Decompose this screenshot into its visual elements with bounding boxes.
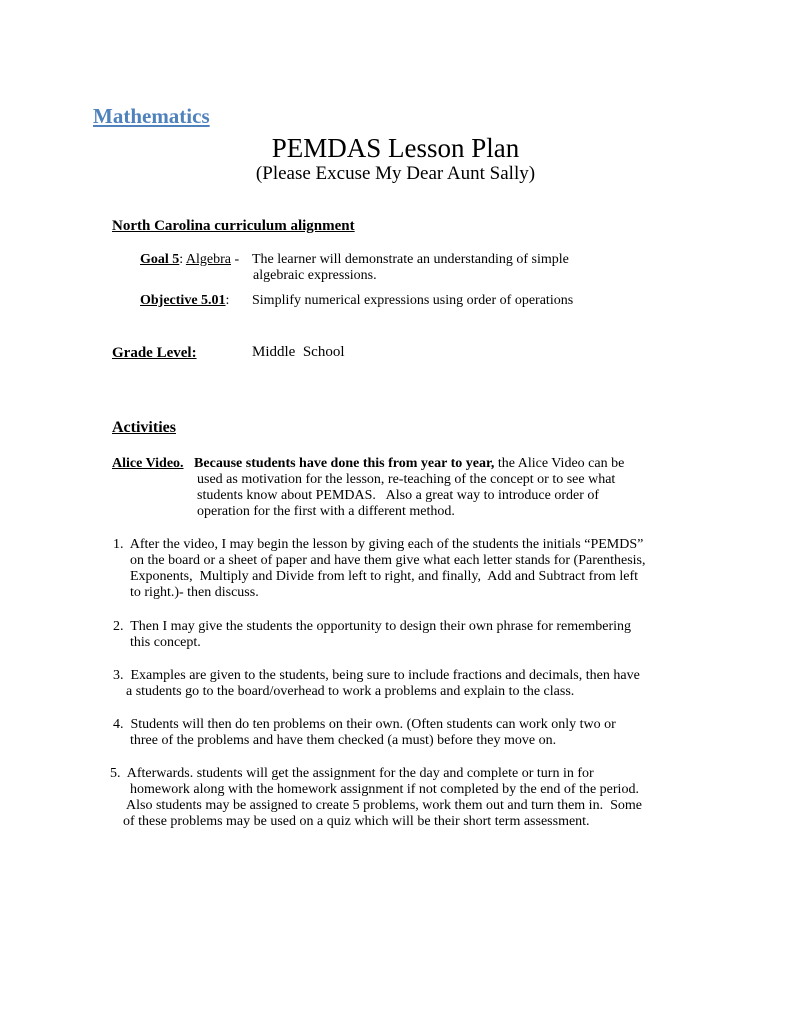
grade-label: Grade Level: — [112, 345, 197, 361]
activity-item-4-line2: three of the problems and have them checked (a must) before they move on. — [130, 733, 557, 748]
objective-line — [140, 293, 229, 309]
objective-label: Objective 5.01 — [140, 293, 226, 308]
alice-line1 — [112, 456, 624, 472]
activity-item-1-line1: 1. After the video, I may begin the lesson by giving each of the students the initials “PEMDS” — [113, 537, 644, 552]
goal-description-line1: The learner will demonstrate an understanding of simple — [252, 252, 569, 267]
activity-item-2-line1: 2. Then I may give the students the opportunity to design their own phrase for remembering — [113, 619, 632, 634]
grade-value: Middle School — [252, 344, 345, 360]
curriculum-heading: North Carolina curriculum alignment — [112, 218, 355, 234]
alice-line3: students know about PEMDAS. Also a great way to introduce order of — [197, 488, 600, 503]
alice-line1-rest: the Alice Video can be — [494, 456, 625, 471]
page-title: PEMDAS Lesson Plan — [271, 133, 520, 163]
activity-item-5-line1: 5. Afterwards. students will get the assignment for the day and complete or turn in for — [110, 766, 594, 781]
alice-line2: used as motivation for the lesson, re-teaching of the concept or to see what — [197, 472, 616, 487]
goal-line — [140, 252, 239, 268]
subject-heading: Mathematics — [93, 104, 210, 128]
alice-label: Alice Video. — [112, 456, 184, 471]
activity-item-3-line1: 3. Examples are given to the students, being sure to include fractions and decimals, then have — [113, 668, 640, 683]
page-subtitle: (Please Excuse My Dear Aunt Sally) — [255, 163, 536, 184]
objective-sep: : — [225, 293, 230, 308]
activity-item-1-line4: to right.)- then discuss. — [130, 585, 259, 600]
goal-description-line2: algebraic expressions. — [253, 268, 377, 283]
activities-heading: Activities — [112, 419, 176, 436]
activity-item-1-line3: Exponents, Multiply and Divide from left to right, and finally, Add and Subtract from left — [130, 569, 639, 584]
activity-item-3-line2: a students go to the board/overhead to work a problems and explain to the class. — [126, 684, 575, 699]
activity-item-4-line1: 4. Students will then do ten problems on their own. (Often students can work only two or — [113, 717, 616, 732]
activity-item-5-line3: Also students may be assigned to create 5 problems, work them out and turn them in. Some — [126, 798, 642, 813]
goal-dash: - — [231, 252, 240, 267]
objective-text: Simplify numerical expressions using order of operations — [252, 293, 574, 308]
goal-label: Goal 5 — [140, 252, 180, 267]
activity-item-2-line2: this concept. — [130, 635, 201, 650]
goal-sep: : — [179, 252, 186, 267]
activity-item-1-line2: on the board or a sheet of paper and have them give what each letter stands for (Parenthesis, — [130, 553, 646, 568]
alice-line4: operation for the first with a different method. — [197, 504, 455, 519]
activity-item-5-line4: of these problems may be used on a quiz which will be their short term assessment. — [123, 814, 590, 829]
alice-bold-text: Because students have done this from year to year, — [194, 456, 495, 471]
goal-topic: Algebra — [185, 252, 231, 267]
activity-item-5-line2: homework along with the homework assignment if not completed by the end of the period. — [130, 782, 639, 797]
